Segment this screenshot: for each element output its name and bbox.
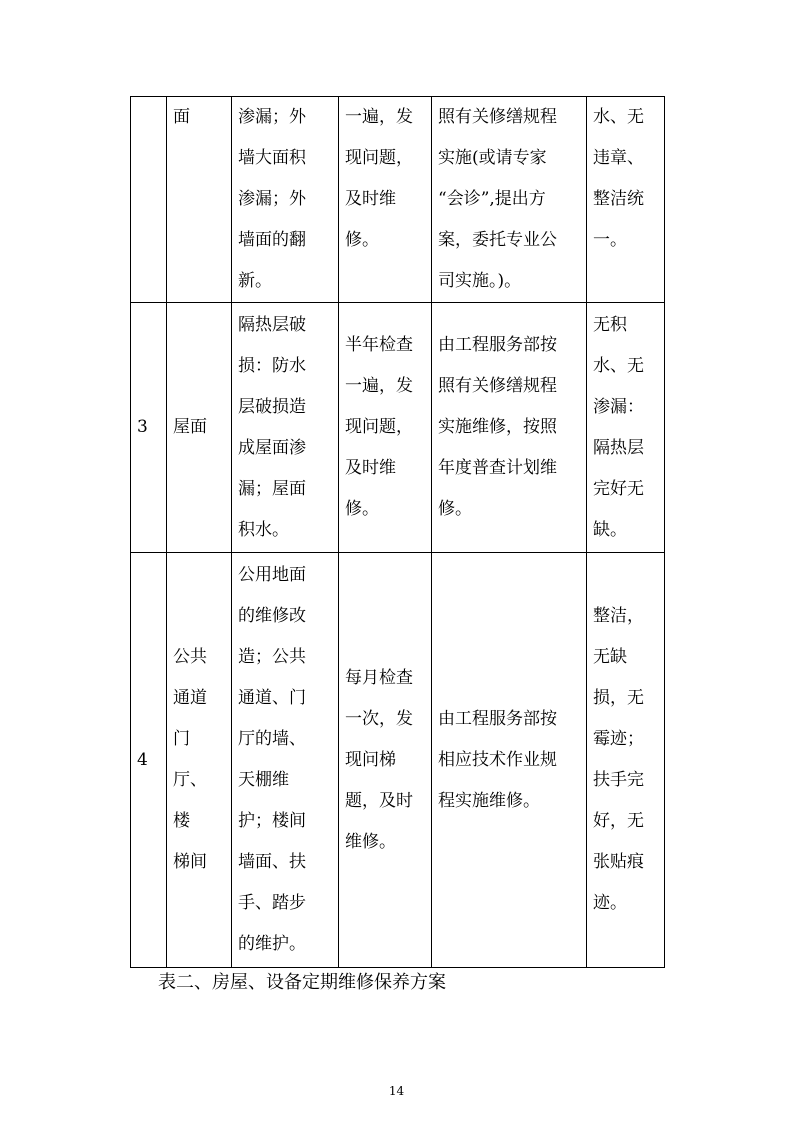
text-line: 案，委托专业公 [438,230,557,250]
table-row [131,97,665,303]
text-line: 每月检查 [345,667,413,688]
text-line: 违章、 [593,148,644,168]
cell-standard [587,97,665,303]
text-line: 霉迹； [593,729,644,749]
text-line: 厅的墙、 [238,729,306,749]
table-row [131,303,665,553]
text-line: 由工程服务部按 [438,708,557,729]
text-line: 层破损造 [238,396,306,417]
text-line: 缺。 [593,519,627,540]
text-line: 照有关修缮规程 [438,107,557,127]
cell-content [232,303,339,553]
text-line: 由工程服务部按 [438,335,557,355]
text-line: 无缺 [593,647,627,667]
cell-item [167,553,232,968]
text-line: 渗漏： [593,396,644,417]
text-line: 半年检查 [345,335,413,355]
cell-method [432,553,587,968]
text-line: 修。 [345,499,379,519]
text-line: 完好无 [593,478,644,499]
text-line: 水、无 [593,355,644,376]
text-line: 整洁， [593,606,644,626]
cell-method [432,97,587,303]
text-line: 的维修改 [238,606,306,626]
text-line: 及时维 [345,458,396,478]
text-line: 水、无 [593,107,644,127]
text-line: 新。 [238,271,272,291]
text-line: 隔热层破 [238,314,306,335]
cell-no [131,303,167,553]
text-line: 屋面 [173,417,207,437]
cell-standard [587,553,665,968]
cell-standard [587,303,665,553]
text-line: 好，无 [593,811,644,831]
cell-no [131,553,167,968]
text-line: 门 [173,729,190,749]
text-line: 程实施维修。 [438,790,540,811]
text-line: 通道、门 [238,688,306,708]
text-line: 墙面的翻 [238,230,306,250]
text-line: 造；公共 [238,647,306,667]
text-line: 墙大面积 [238,148,306,168]
cell-content [232,97,339,303]
cell-cycle [339,97,432,303]
text-line: 现问题， [345,148,413,168]
text-line: 现问题， [345,417,413,437]
text-line: 4 [137,749,148,770]
text-line: 积水。 [238,519,289,540]
text-line: “会诊”,提出方 [438,189,546,209]
text-line: 照有关修缮规程 [438,376,557,396]
text-line: 渗漏；外 [238,107,306,127]
text-line: 迹。 [593,893,627,913]
text-line: 的维护。 [238,934,306,954]
cell-content [232,553,339,968]
text-line: 一次，发 [345,708,413,729]
text-line: 扶手完 [593,770,644,790]
cell-method [432,303,587,553]
text-line: 公用地面 [238,565,306,585]
text-line: 维修。 [345,831,396,852]
maintenance-table [130,96,665,968]
cell-cycle [339,303,432,553]
cell-cycle [339,553,432,968]
text-line: 整洁统 [593,189,644,209]
page-number: 14 [388,1084,405,1098]
cell-item [167,303,232,553]
text-line: 面 [173,107,190,127]
cell-item [167,97,232,303]
text-line: 一。 [593,230,627,250]
text-line: 一遍，发 [345,376,413,396]
text-line: 公共 [173,647,207,667]
text-line: 张贴痕 [593,852,644,872]
text-line: 漏；屋面 [238,478,306,499]
text-line: 厅、 [173,770,207,790]
text-line: 司实施。)。 [438,271,522,291]
text-line: 梯间 [173,852,207,872]
text-line: 实施维修，按照 [438,417,557,437]
text-line: 楼 [173,811,190,831]
text-line: 损：防水 [238,355,306,376]
text-line: 损，无 [593,688,644,708]
text-line: 相应技术作业规 [438,749,557,770]
text-line: 修。 [345,230,379,250]
text-line: 无积 [593,314,627,335]
text-line: 现问梯 [345,749,396,770]
cell-no [131,97,167,303]
text-line: 手、踏步 [238,893,306,913]
text-line: 护；楼间 [238,811,306,831]
text-line: 修。 [438,499,472,519]
text-line: 墙面、扶 [238,852,306,872]
table-row [131,553,665,968]
text-line: 题，及时 [345,790,413,811]
text-line: 年度普查计划维 [438,458,557,478]
text-line: 隔热层 [593,437,644,458]
text-line: 3 [137,417,148,437]
text-line: 一遍，发 [345,107,413,127]
text-line: 通道 [173,688,207,708]
table-caption: 表二、房屋、设备定期维修保养方案 [158,972,446,993]
text-line: 实施(或请专家 [438,148,547,168]
text-line: 成屋面渗 [238,437,306,458]
text-line: 及时维 [345,189,396,209]
text-line: 渗漏；外 [238,189,306,209]
text-line: 天棚维 [238,770,289,790]
